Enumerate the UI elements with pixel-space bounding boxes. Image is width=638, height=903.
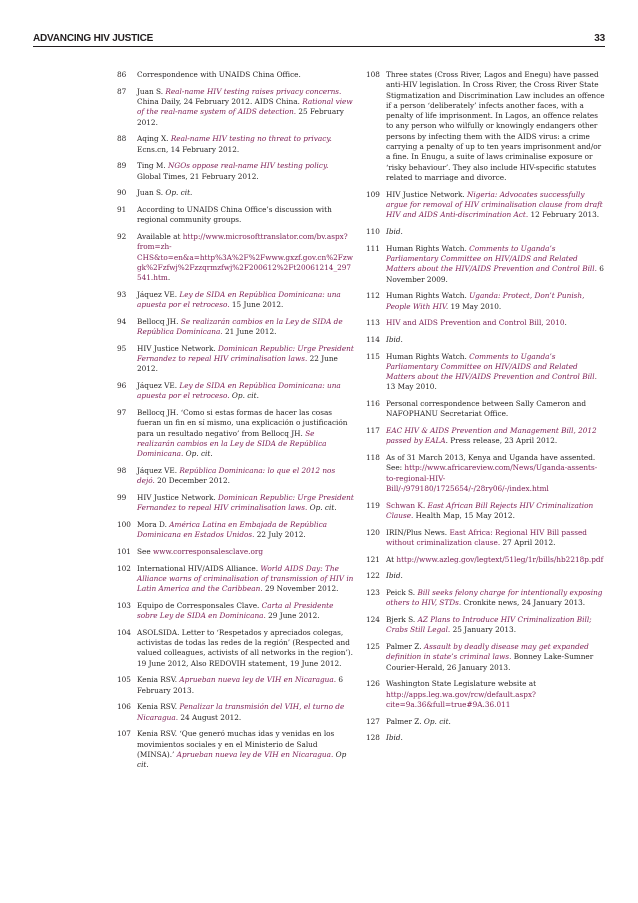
citation-link[interactable]: Penalizar la transmisión del VIH, el turno de Nicaragua. bbox=[137, 702, 345, 722]
endnote bbox=[366, 426, 606, 447]
citation-text: . bbox=[167, 273, 171, 283]
endnote-text bbox=[137, 381, 354, 402]
citation-link[interactable]: Dominican Republic: Urge President Fernandez to repeal HIV criminalisation laws. bbox=[137, 343, 354, 364]
citation-text: Op cit. bbox=[137, 749, 347, 770]
endnote-number: 117 bbox=[366, 426, 380, 436]
citation-text: Bellocq JH. bbox=[137, 316, 181, 326]
citation-text: HIV Justice Network. bbox=[386, 189, 468, 199]
endnote bbox=[366, 588, 606, 609]
citation-text: Human Rights Watch. bbox=[386, 243, 470, 253]
endnote bbox=[366, 352, 606, 393]
citation-text: 27 April 2012. bbox=[500, 537, 556, 547]
endnote-text bbox=[137, 290, 354, 311]
citation-text: 12 February 2013. bbox=[528, 210, 600, 220]
endnote-number: 108 bbox=[366, 70, 380, 79]
endnote bbox=[366, 227, 606, 237]
citation-text: Op. cit. bbox=[423, 716, 451, 726]
citation-link[interactable]: América Latina en Embajada de República Dominicana en Estados Unidos. bbox=[137, 519, 328, 540]
endnote-text bbox=[137, 205, 354, 226]
citation-link[interactable]: Uganda: Protect, Don’t Punish, People With HIV. bbox=[386, 291, 585, 311]
citation-link[interactable]: Carta al Presidente sobre Ley de SIDA en Dominicana. bbox=[137, 600, 334, 621]
citation-text: HIV Justice Network. bbox=[137, 492, 219, 502]
endnote-number: 95 bbox=[117, 343, 127, 353]
endnote bbox=[366, 70, 606, 183]
endnote-text bbox=[386, 615, 606, 636]
endnote bbox=[117, 188, 354, 198]
page-number: 33 bbox=[594, 33, 605, 44]
endnote-number: 103 bbox=[117, 600, 131, 610]
citation-link[interactable]: Aprueban nueva ley de VIH en Nicaragua. bbox=[176, 749, 334, 759]
endnote bbox=[117, 205, 354, 226]
endnote bbox=[366, 615, 606, 636]
citation-text: Kenia RSV. ‘Que generó muchas idas y venidas en los movimientos sociales y en el Ministerio de Salud (MINSA).’ bbox=[137, 729, 335, 759]
citation-link[interactable]: Assault by deadly disease may get expanded definition in state’s criminal laws. bbox=[386, 642, 589, 662]
citation-text: At bbox=[386, 554, 397, 564]
citation-text: Kenia RSV. bbox=[137, 702, 180, 712]
endnote bbox=[366, 244, 606, 285]
endnote-number: 107 bbox=[117, 729, 131, 739]
endnote-number: 105 bbox=[117, 675, 131, 685]
endnote-text bbox=[386, 571, 606, 581]
endnote bbox=[117, 675, 354, 696]
citation-text: Health Map, 15 May 2012. bbox=[413, 510, 515, 520]
endnote bbox=[366, 528, 606, 549]
citation-text: Juan S. bbox=[137, 86, 166, 96]
document-title: ADVANCING HIV JUSTICE bbox=[33, 33, 154, 44]
endnote-number: 98 bbox=[117, 465, 127, 475]
endnote-text bbox=[386, 717, 606, 727]
citation-link[interactable]: Real-name HIV testing no threat to privacy. bbox=[170, 134, 332, 144]
citation-link[interactable]: East African Bill Rejects HIV Criminalization Clause. bbox=[386, 500, 594, 520]
endnote bbox=[366, 717, 606, 727]
endnote-text bbox=[137, 675, 354, 696]
endnote-number: 87 bbox=[117, 86, 127, 96]
citation-text: As of 31 March 2013, Kenya and Uganda have assented. See: bbox=[386, 453, 596, 473]
citation-text: 22 July 2012. bbox=[254, 530, 306, 540]
citation-link[interactable]: Ley de SIDA en República Dominicana: una apuesta por el retroceso. bbox=[137, 289, 341, 310]
endnote-text bbox=[137, 493, 354, 514]
citation-text: Jáquez VE. bbox=[137, 465, 180, 475]
endnote-number: 121 bbox=[366, 554, 380, 564]
running-header bbox=[33, 28, 605, 44]
endnote bbox=[366, 571, 606, 581]
citation-text: Mora D. bbox=[137, 519, 170, 529]
citation-text: Ibid. bbox=[386, 733, 403, 743]
citation-text: 24 August 2012. bbox=[178, 712, 242, 722]
citation-text: Juan S. bbox=[137, 188, 166, 198]
citation-text: According to UNAIDS China Office’s discussion with regional community groups. bbox=[137, 204, 332, 225]
citation-text: Human Rights Watch. bbox=[386, 351, 470, 361]
endnotes-right-column bbox=[366, 70, 606, 750]
endnote-number: 123 bbox=[366, 588, 380, 598]
citation-link[interactable]: http://apps.leg.wa.gov/rcw/default.aspx?cite=9a.36&full=true#9A.36.011 bbox=[386, 689, 536, 709]
citation-link[interactable]: Schwan K bbox=[386, 500, 423, 510]
citation-link[interactable]: Ley de SIDA en República Dominicana: una apuesta por el retroceso. bbox=[137, 381, 341, 401]
endnote bbox=[117, 381, 354, 402]
endnote bbox=[366, 679, 606, 710]
endnote bbox=[117, 493, 354, 514]
citation-text: Correspondence with UNAIDS China Office. bbox=[137, 70, 301, 79]
citation-link[interactable]: NGOs oppose real-name HIV testing policy. bbox=[168, 161, 329, 171]
endnote-text bbox=[137, 232, 354, 283]
citation-text: . bbox=[564, 318, 567, 328]
endnote-text bbox=[386, 335, 606, 345]
citation-text: Palmer Z. bbox=[386, 716, 424, 726]
endnote-text bbox=[137, 628, 354, 669]
endnote-text bbox=[386, 244, 606, 285]
endnote bbox=[117, 601, 354, 622]
citation-text: Peick S. bbox=[386, 588, 418, 598]
endnote-text bbox=[386, 291, 606, 312]
endnote-number: 110 bbox=[366, 226, 380, 236]
endnote-text bbox=[386, 352, 606, 393]
endnote-number: 96 bbox=[117, 381, 127, 391]
citation-text: 6 February 2013. bbox=[137, 675, 343, 695]
endnote bbox=[366, 642, 606, 673]
endnote-text bbox=[137, 317, 354, 338]
citation-text: ASOLSIDA. Letter to ‘Respetados y apreciados colegas, activistas de todas las redes de la región’ (Respected and valued colleagues, activists of all networks in the region’). 19 June 2012, Also REDOVIH statement, 19 June 2012. bbox=[137, 627, 353, 668]
endnote-number: 120 bbox=[366, 527, 380, 537]
endnote bbox=[366, 291, 606, 312]
citation-text: 6 November 2009. bbox=[386, 264, 604, 284]
citation-text: Op. cit. bbox=[309, 503, 337, 513]
citation-text: 29 June 2012. bbox=[265, 611, 320, 621]
citation-text: Jáquez VE. bbox=[137, 289, 180, 299]
citation-text: Ibid. bbox=[386, 334, 403, 344]
endnote-text bbox=[137, 161, 354, 182]
citation-text: 13 May 2010. bbox=[386, 382, 437, 392]
endnote bbox=[366, 501, 606, 522]
citation-text: Available at bbox=[137, 231, 183, 241]
endnote-number: 88 bbox=[117, 134, 127, 144]
citation-link[interactable]: East Africa: Regional HIV Bill passed without criminalization clause. bbox=[386, 527, 587, 547]
endnote-number: 124 bbox=[366, 615, 380, 625]
endnote-number: 113 bbox=[366, 318, 380, 328]
citation-text: See bbox=[137, 546, 153, 556]
citation-text: Ecns.cn, 14 February 2012. bbox=[137, 144, 240, 154]
endnote-text bbox=[137, 729, 354, 770]
endnote bbox=[117, 408, 354, 459]
endnote-number: 94 bbox=[117, 316, 127, 326]
citation-text: 25 January 2013. bbox=[450, 625, 517, 635]
endnote-text bbox=[137, 702, 354, 723]
citation-text: Bjerk S. bbox=[386, 615, 418, 625]
endnote bbox=[117, 466, 354, 487]
endnote-text bbox=[137, 70, 354, 80]
endnote-text bbox=[386, 318, 606, 328]
endnote-text bbox=[386, 555, 606, 565]
endnote-text bbox=[137, 466, 354, 487]
citation-text: Cronkite news, 24 January 2013. bbox=[461, 598, 586, 608]
endnote-number: 119 bbox=[366, 500, 380, 510]
citation-text: Washington State Legislature website at bbox=[386, 679, 537, 689]
endnote-number: 97 bbox=[117, 408, 127, 418]
endnote bbox=[117, 290, 354, 311]
endnote-text bbox=[137, 87, 354, 128]
endnote bbox=[366, 399, 606, 420]
endnote bbox=[117, 628, 354, 669]
citation-text: Op. cit. bbox=[165, 188, 193, 198]
citation-text: Equipo de Corresponsales Clave. bbox=[137, 600, 262, 610]
endnote bbox=[117, 70, 354, 80]
citation-text: . bbox=[422, 500, 428, 510]
citation-text: Three states (Cross River, Lagos and Enegu) have passed anti-HIV legislation. In Cross River, the Cross River State Stigmatization and Discrimination Law includes an offence if a person ‘deliberately’ infects another faces, with a penalty of life imprisonment. In Lagos, an offence relates to any person who wilfully or knowingly endangers other persons by infecting them with the AIDS virus: a crime carrying a penalty of up to ten years imprisonment and/or a fine. In Enugu, a suite of laws criminalise exposure or ‘risky behaviour’. They also include HIV-specific statutes related to marriage and divorce. bbox=[386, 70, 605, 182]
citation-link[interactable]: www.corresponsalesclave.org bbox=[152, 546, 264, 556]
citation-link[interactable]: Comments to Uganda’s Parliamentary Committee on HIV/AIDS and Related Matters about the HIV/AIDS Prevention and Control Bill. bbox=[386, 351, 597, 382]
citation-text: Op. cit. bbox=[231, 391, 259, 401]
citation-link[interactable]: Real-name HIV testing raises privacy concerns. bbox=[165, 86, 342, 96]
citation-link[interactable]: http://www.azleg.gov/legtext/51leg/1r/bills/hb2218p.pdf bbox=[396, 554, 604, 564]
endnote-text bbox=[137, 564, 354, 595]
citation-text: 22 June 2012. bbox=[137, 354, 338, 374]
endnote-number: 111 bbox=[366, 243, 380, 253]
endnote-text bbox=[137, 188, 354, 198]
endnote bbox=[366, 733, 606, 743]
citation-text: . Press release, 23 April 2012. bbox=[445, 436, 558, 446]
endnote-number: 89 bbox=[117, 161, 127, 171]
endnote-number: 86 bbox=[117, 70, 127, 79]
endnote bbox=[117, 564, 354, 595]
endnote-text bbox=[137, 344, 354, 375]
endnotes-left-column bbox=[117, 70, 354, 777]
endnote-number: 112 bbox=[366, 291, 380, 301]
endnote bbox=[366, 190, 606, 221]
endnote-number: 106 bbox=[117, 702, 131, 712]
endnote-text bbox=[386, 399, 606, 420]
endnote bbox=[117, 161, 354, 182]
endnote bbox=[117, 232, 354, 283]
citation-text: Global Times, 21 February 2012. bbox=[137, 171, 259, 181]
endnote-number: 114 bbox=[366, 334, 380, 344]
citation-text: Human Rights Watch. bbox=[386, 291, 470, 301]
citation-link[interactable]: Nigeria: Advocates successfully argue for removal of HIV criminalisation clause from draft HIV and AIDS Anti-discrimination Act. bbox=[386, 189, 603, 220]
citation-text: 21 June 2012. bbox=[222, 327, 277, 337]
citation-text: Jáquez VE. bbox=[137, 381, 180, 391]
endnote-text bbox=[386, 453, 606, 494]
endnote-text bbox=[137, 408, 354, 459]
citation-text: Aqing X. bbox=[137, 134, 171, 144]
endnote-number: 126 bbox=[366, 679, 380, 689]
citation-link[interactable]: Se realizarán cambios en la Ley de SIDA de República Dominicana. bbox=[137, 316, 343, 337]
endnote-text bbox=[386, 426, 606, 447]
citation-link[interactable]: World AIDS Day: The Alliance warns of criminalisation of transmission of HIV in Latin America and the Caribbean. bbox=[137, 563, 354, 594]
citation-text: 20 December 2012. bbox=[154, 476, 230, 486]
citation-text: Bonney Lake-Sumner Courier-Herald, 26 January 2013. bbox=[386, 652, 594, 672]
endnote-number: 102 bbox=[117, 563, 131, 573]
endnote-number: 109 bbox=[366, 189, 380, 199]
endnote-number: 125 bbox=[366, 642, 380, 651]
endnote-number: 127 bbox=[366, 716, 380, 726]
endnote-number: 91 bbox=[117, 204, 127, 214]
endnote-number: 93 bbox=[117, 289, 127, 299]
endnote bbox=[117, 87, 354, 128]
endnote bbox=[117, 520, 354, 541]
endnote bbox=[117, 134, 354, 155]
citation-text: Palmer Z. bbox=[386, 642, 424, 651]
citation-link[interactable]: Se realizarán cambios en la Ley de SIDA de República Dominicana. bbox=[137, 428, 327, 459]
citation-link[interactable]: República Dominicana: lo que el 2012 nos dejó. bbox=[137, 465, 336, 486]
citation-text: Bellocq JH. ‘Como si estas formas de hacer las cosas fueran un fin en sí mismo, una explicación o justificación para un resultado negativo’ from Bellocq JH. bbox=[137, 408, 348, 438]
citation-link[interactable]: Dominican Republic: Urge President Fernandez to repeal HIV criminalisation laws. bbox=[137, 492, 354, 513]
endnote-text bbox=[386, 679, 606, 710]
header-divider bbox=[33, 46, 605, 47]
endnote-number: 116 bbox=[366, 399, 380, 409]
citation-text: HIV Justice Network. bbox=[137, 343, 219, 353]
endnote-text bbox=[386, 70, 606, 183]
citation-text: International HIV/AIDS Alliance. bbox=[137, 563, 261, 573]
citation-link[interactable]: Comments to Uganda’s Parliamentary Committee on HIV/AIDS and Related Matters about the HIV/AIDS Prevention and Control Bill. bbox=[386, 243, 597, 274]
endnote-text bbox=[137, 601, 354, 622]
endnote-number: 118 bbox=[366, 453, 380, 463]
citation-text: Kenia RSV. bbox=[137, 675, 180, 685]
endnote-text bbox=[386, 190, 606, 221]
endnote-number: 90 bbox=[117, 188, 127, 198]
endnote-number: 92 bbox=[117, 231, 127, 241]
endnote bbox=[117, 729, 354, 770]
endnote bbox=[366, 453, 606, 494]
citation-text: Personal correspondence between Sally Cameron and NAFOPHANU Secretariat Office. bbox=[386, 399, 586, 419]
endnote-text bbox=[386, 528, 606, 549]
citation-text: Ting M. bbox=[137, 161, 169, 171]
citation-text: Ibid. bbox=[386, 571, 403, 581]
endnote-number: 115 bbox=[366, 351, 380, 361]
endnote-text bbox=[386, 733, 606, 743]
endnote bbox=[117, 702, 354, 723]
citation-link[interactable]: AZ Plans to Introduce HIV Criminalization Bill; Crabs Still Legal. bbox=[386, 615, 592, 635]
endnote-text bbox=[137, 547, 354, 557]
citation-link[interactable]: Aprueban nueva ley de VIH en Nicaragua. bbox=[179, 675, 337, 685]
endnote-number: 100 bbox=[117, 519, 131, 529]
citation-text: Op. cit. bbox=[185, 449, 213, 459]
citation-link[interactable]: HIV and AIDS Prevention and Control Bill, 2010 bbox=[386, 318, 565, 328]
citation-text: Ibid. bbox=[386, 226, 403, 236]
citation-text: 25 February 2012. bbox=[137, 107, 344, 127]
endnote bbox=[366, 555, 606, 565]
endnote-number: 122 bbox=[366, 571, 380, 581]
endnote bbox=[117, 344, 354, 375]
endnote bbox=[366, 335, 606, 345]
citation-link[interactable]: http://www.microsofttranslator.com/bv.aspx?from=zh-CHS&to=en&a=http%3A%2F%2Fwww.gxzf.gov.cn%2Fzwgk%2Fzfwj%2Fzzqrmzfwj%2F200612%2Ft20061214_297541.htm bbox=[137, 231, 353, 283]
citation-text: China Daily, 24 February 2012. AIDS China. bbox=[137, 96, 303, 106]
endnote-text bbox=[386, 588, 606, 609]
endnote-text bbox=[386, 227, 606, 237]
endnote-text bbox=[137, 134, 354, 155]
citation-text: IRIN/Plus News. bbox=[386, 527, 450, 537]
endnote bbox=[366, 318, 606, 328]
endnote-text bbox=[137, 520, 354, 541]
endnote-number: 101 bbox=[117, 546, 131, 556]
endnote-number: 99 bbox=[117, 492, 127, 502]
citation-link[interactable]: Bill seeks felony charge for intentionally exposing others to HIV, STDs. bbox=[386, 588, 603, 608]
endnote-text bbox=[386, 642, 606, 673]
endnote-number: 128 bbox=[366, 733, 380, 743]
endnote bbox=[117, 317, 354, 338]
citation-text: 15 June 2012. bbox=[229, 300, 284, 310]
citation-text: 29 November 2012. bbox=[262, 584, 339, 594]
citation-link[interactable]: EAC HIV & AIDS Prevention and Management Bill, 2012 passed by EALA bbox=[386, 426, 597, 446]
citation-link[interactable]: http://www.africareview.com/News/Uganda-assents-to-regional-HIV-Bill/-/979180/1725654/-/28ry06/-/index.html bbox=[386, 463, 598, 493]
endnote-number: 104 bbox=[117, 627, 131, 637]
endnote-text bbox=[386, 501, 606, 522]
citation-link[interactable]: Rational view of the real-name system of AIDS detection. bbox=[137, 96, 353, 117]
endnote bbox=[117, 547, 354, 557]
citation-text: 19 May 2010. bbox=[448, 301, 502, 311]
